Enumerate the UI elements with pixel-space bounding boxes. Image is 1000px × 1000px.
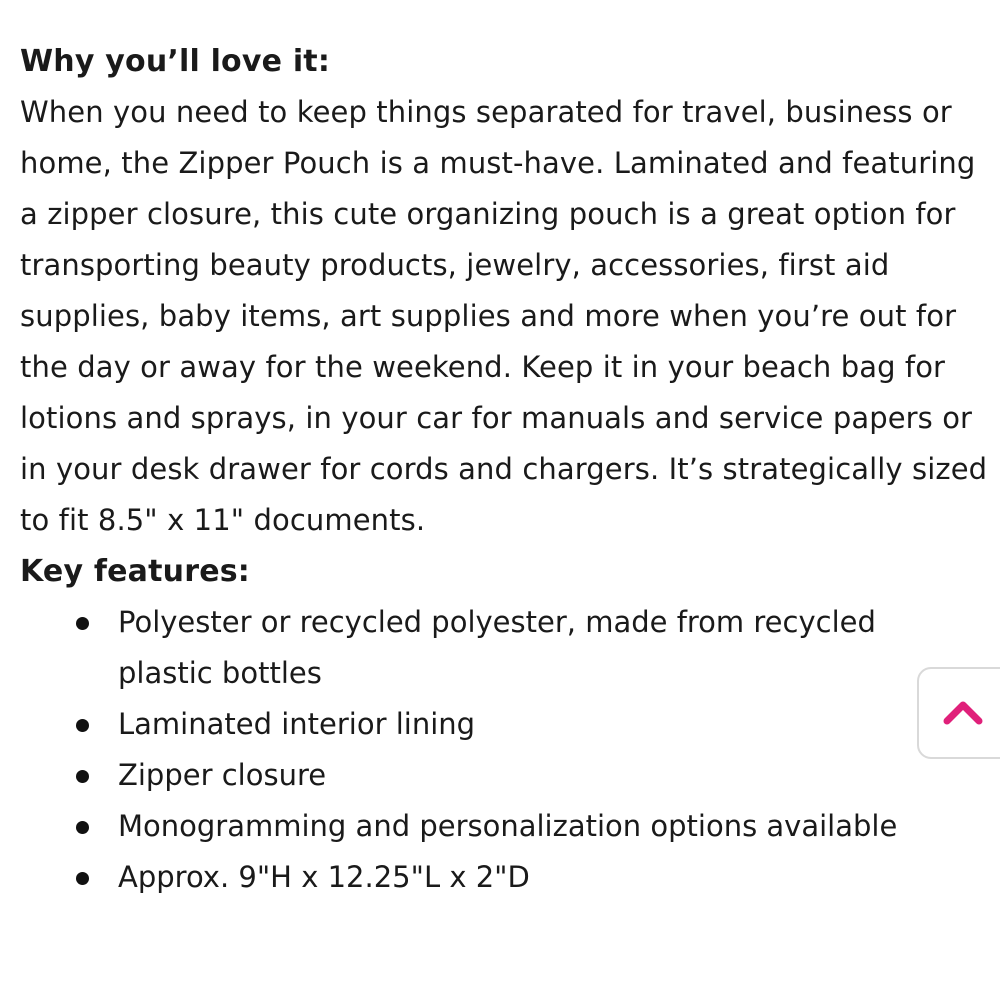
key-features-heading: Key features:	[20, 554, 251, 589]
description-paragraph: When you need to keep things separated for travel, business or home, the Zipper Pouch is a must-have. Laminated and featuring a zipper closure, this cute organizing pouch is a great option for transporting beauty products, jewelry, accessories, first aid supplies, baby items, art supplies and more when you’re out for the day or away for the weekend. Keep it in your beach bag for lotions and sprays, in your car for manuals and service papers or in your desk drawer for cords and chargers. It’s strategically sized to fit 8.5" x 11" documents.	[20, 95, 988, 537]
bullet-icon	[76, 770, 89, 783]
scroll-to-top-button[interactable]	[917, 667, 1000, 759]
bullet-icon	[76, 872, 89, 885]
feature-text: Polyester or recycled polyester, made from recycled plastic bottles	[118, 605, 876, 690]
feature-item	[20, 750, 898, 801]
feature-item	[20, 852, 898, 903]
feature-item	[20, 597, 898, 699]
features-list	[20, 597, 995, 903]
feature-text: Laminated interior lining	[118, 707, 476, 741]
why-love-it-heading: Why you’ll love it:	[20, 44, 331, 79]
product-description	[20, 36, 995, 903]
chevron-up-icon	[943, 699, 983, 725]
feature-text: Monogramming and personalization options available	[118, 809, 898, 843]
feature-text: Zipper closure	[118, 758, 327, 792]
feature-item	[20, 699, 898, 750]
bullet-icon	[76, 719, 89, 732]
feature-item	[20, 801, 898, 852]
feature-text: Approx. 9"H x 12.25"L x 2"D	[118, 860, 530, 894]
bullet-icon	[76, 617, 89, 630]
bullet-icon	[76, 821, 89, 834]
